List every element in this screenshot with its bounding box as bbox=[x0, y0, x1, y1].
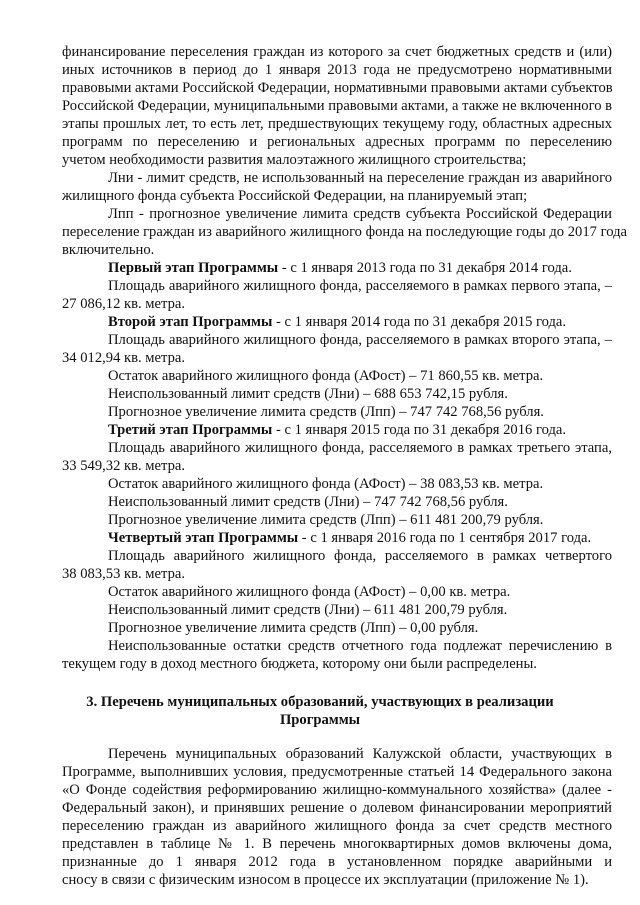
p1-line2: иных источников в период до 1 января 2013 года не предусмотрено нормативными bbox=[62, 62, 612, 78]
stage4-lpp: Прогнозное увеличение лимита средств (Лпп) – 0,00 рубля. bbox=[108, 620, 479, 636]
stage1-area-line1: Площадь аварийного жилищного фонда, расселяемого в рамках первого этапа, – bbox=[108, 278, 612, 294]
stage2-area-line1: Площадь аварийного жилищного фонда, расселяемого в рамках второго этапа, – bbox=[108, 332, 612, 348]
section-heading-line2: Программы bbox=[279, 712, 361, 728]
stage4-area-line2: 38 083,53 кв. метра. bbox=[62, 566, 185, 582]
s3-line7: признанные до 1 января 2012 года в установленном порядке аварийными и bbox=[62, 854, 612, 870]
stage1-area-line2: 27 086,12 кв. метра. bbox=[62, 296, 185, 312]
stage3-afost: Остаток аварийного жилищного фонда (АФост) – 38 083,53 кв. метра. bbox=[108, 476, 544, 492]
s3-line4: Федеральный закон), и принявших решение о долевом финансировании мероприятий bbox=[62, 800, 612, 816]
p1-line5: этапы прошлых лет, то есть лет, предшествующих текущему году, областных адресных bbox=[62, 116, 612, 132]
lpp-line3: включительно. bbox=[62, 242, 155, 258]
s3-line5: переселению граждан из аварийного жилищного фонда за счет средств местного bbox=[62, 818, 612, 834]
stage2-lpp: Прогнозное увеличение лимита средств (Лпп) – 747 742 768,56 рубля. bbox=[108, 404, 544, 420]
lni-line1: Лни - лимит средств, не использованный на переселение граждан из аварийного bbox=[108, 170, 612, 186]
s3-line6: представлен в таблице № 1. В перечень многоквартирных домов включены дома, bbox=[62, 836, 612, 852]
s3-line1: Перечень муниципальных образований Калужской области, участвующих в bbox=[108, 746, 612, 762]
stage3-area-line2: 33 549,32 кв. метра. bbox=[62, 458, 185, 474]
stage2-area-line2: 34 012,94 кв. метра. bbox=[62, 350, 185, 366]
p1-line6: программ по переселению и региональных адресных программ по переселению bbox=[62, 134, 612, 150]
stage2-lni: Неиспользованный лимит средств (Лни) – 688 653 742,15 рубля. bbox=[108, 386, 508, 402]
p1-line7: учетом необходимости развития малоэтажного жилищного строительства; bbox=[62, 152, 527, 168]
lpp-line2: переселение граждан из аварийного жилищного фонда на последующие годы до 2017 года bbox=[62, 224, 627, 240]
section-heading-line1: 3. Перечень муниципальных образований, участвующих в реализации bbox=[86, 694, 554, 710]
lni-line2: жилищного фонда субъекта Российской Федерации, на планируемый этап; bbox=[62, 188, 528, 204]
stage3-title: Третий этап Программы - с 1 января 2015 года по 31 декабря 2016 года. bbox=[108, 422, 566, 438]
stage3-area-line1: Площадь аварийного жилищного фонда, расселяемого в рамках третьего этапа, bbox=[108, 440, 612, 456]
lpp-line1: Лпп - прогнозное увеличение лимита средств субъекта Российской Федерации bbox=[108, 206, 612, 222]
p1-line4: Российской Федерации, муниципальными правовыми актами, а также не включенного в bbox=[62, 98, 613, 114]
stage4-area-line1: Площадь аварийного жилищного фонда, расселяемого в рамках четвертого bbox=[108, 548, 612, 564]
stage3-lpp: Прогнозное увеличение лимита средств (Лпп) – 611 481 200,79 рубля. bbox=[108, 512, 544, 528]
stage1-title: Первый этап Программы - с 1 января 2013 года по 31 декабря 2014 года. bbox=[108, 260, 572, 276]
s3-line2: Программе, выполнивших условия, предусмотренные статьей 14 Федерального закона bbox=[62, 764, 612, 780]
stage2-afost: Остаток аварийного жилищного фонда (АФост) – 71 860,55 кв. метра. bbox=[108, 368, 544, 384]
stage3-lni: Неиспользованный лимит средств (Лни) – 747 742 768,56 рубля. bbox=[108, 494, 508, 510]
p1-line1: финансирование переселения граждан из которого за счет бюджетных средств и (или) bbox=[62, 44, 612, 60]
p1-line3: правовыми актами Российской Федерации, нормативными правовыми актами субъектов bbox=[62, 80, 613, 96]
unused-line2: текущем году в доход местного бюджета, которому они были распределены. bbox=[62, 656, 537, 672]
s3-line3: «О Фонде содействия реформированию жилищно-коммунального хозяйства» (далее - bbox=[62, 782, 612, 798]
stage2-title: Второй этап Программы - с 1 января 2014 года по 31 декабря 2015 года. bbox=[108, 314, 567, 330]
stage4-afost: Остаток аварийного жилищного фонда (АФост) – 0,00 кв. метра. bbox=[108, 584, 511, 600]
stage4-title: Четвертый этап Программы - с 1 января 2016 года по 1 сентября 2017 года. bbox=[108, 530, 592, 546]
unused-line1: Неиспользованные остатки средств отчетного года подлежат перечислению в bbox=[108, 638, 612, 654]
s3-line8: сносу в связи с физическим износом в процессе их эксплуатации (приложение № 1). bbox=[62, 872, 589, 888]
stage4-lni: Неиспользованный лимит средств (Лни) – 611 481 200,79 рубля. bbox=[108, 602, 508, 618]
